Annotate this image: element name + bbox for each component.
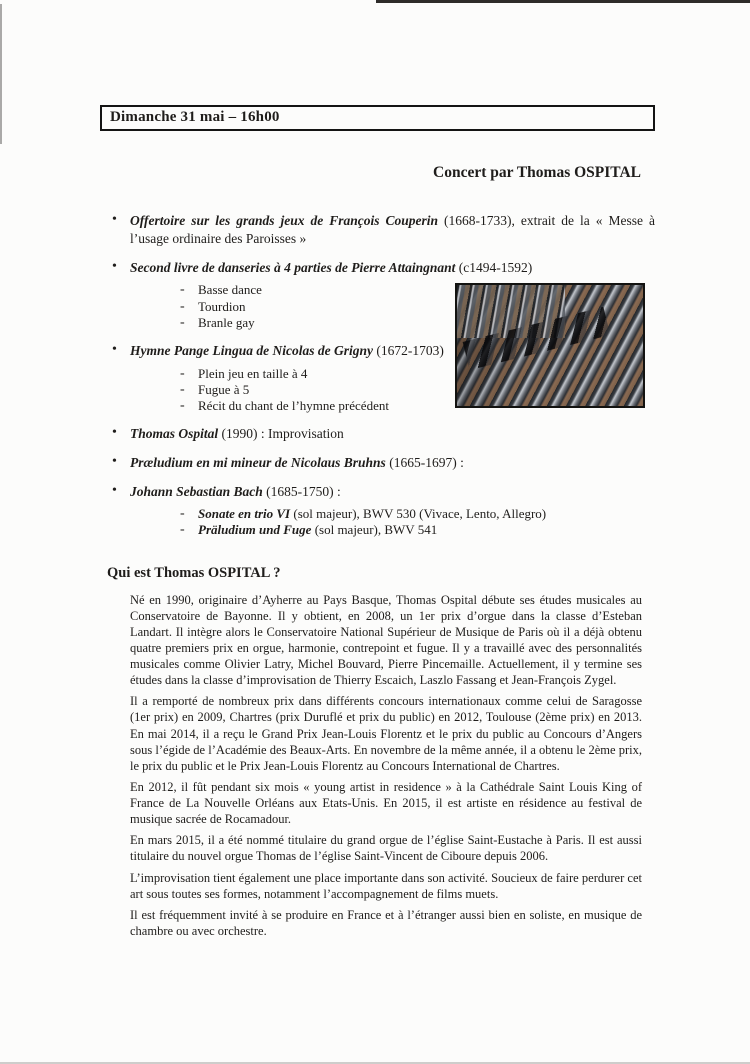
dash-marker: -	[180, 298, 185, 314]
work-title: Offertoire sur les grands jeux de François Couperin	[130, 213, 438, 228]
bio-heading: Qui est Thomas OSPITAL ?	[107, 564, 281, 581]
movement-label: (sol majeur), BWV 530 (Vivace, Lento, Allegro)	[290, 506, 547, 522]
work-detail: (1668-1733), extrait de la « Messe à l’usage ordinaire des Paroisses »	[130, 213, 655, 246]
program-sublist	[180, 366, 456, 414]
program-item	[112, 483, 655, 539]
bullet-marker: •	[112, 424, 117, 440]
bio-paragraph: Il a remporté de nombreux prix dans différents concours internationaux comme celui de Saragosse (1er prix) en 2009, Chartres (prix Duruflé et prix du public) en 2012, Toulouse (2ème prix) en 2013. En mai 2014, il a reçu le Grand Prix Jean-Louis Florentz et le prix du public au Concours d’Angers sous l’égide de l’Académie des Beaux-Arts. En novembre de la même année, il a obtenu le 2ème prix, le prix du public et le Prix Jean-Louis Florentz au Concours International de Chartres.	[130, 694, 642, 773]
movement-label: Basse dance	[198, 282, 262, 298]
dash-marker: -	[180, 381, 185, 397]
bullet-marker: •	[112, 341, 117, 357]
bio-paragraph: En mars 2015, il a été nommé titulaire du grand orgue de l’église Saint-Eustache à Paris. Il est aussi titulaire du nouvel orgue Thomas de l’église Saint-Vincent de Ciboure depuis 2006.	[130, 833, 642, 864]
dash-marker: -	[180, 506, 185, 522]
work-detail: (c1494-1592)	[455, 259, 533, 275]
movement-label: Plein jeu en taille à 4	[198, 365, 308, 381]
program-subitem	[180, 382, 456, 398]
bio-paragraph: En 2012, il fût pendant six mois « young artist in residence » à la Cathédrale Saint Louis King of France de La Nouvelle Orléans aux Etats-Unis. En 2015, il est artiste en résidence au festival de musique sacrée de Rocamadour.	[130, 779, 642, 827]
date-header-box	[100, 105, 655, 131]
bio-paragraph: Il est fréquemment invité à se produire en France et à l’étranger aussi bien en soliste, en musique de chambre ou avec orchestre.	[130, 907, 642, 938]
dash-marker: -	[180, 397, 185, 413]
movement-label: Récit du chant de l’hymne précédent	[198, 397, 389, 413]
movement-label: Fugue à 5	[198, 381, 250, 397]
dash-marker: -	[180, 365, 185, 381]
bullet-marker: •	[112, 258, 117, 274]
work-detail: (1672-1703)	[373, 342, 444, 358]
work-title: Hymne Pange Lingua de Nicolas de Grigny	[130, 342, 373, 358]
movement-label: Branle gay	[198, 314, 255, 330]
work-title: Thomas Ospital	[130, 425, 219, 441]
program-subitem	[180, 366, 456, 382]
work-title: Johann Sebastian Bach	[130, 483, 263, 499]
dash-marker: -	[180, 314, 185, 330]
scan-artifact-left	[0, 4, 2, 144]
bullet-marker: •	[112, 453, 117, 469]
bio-paragraph: L’improvisation tient également une place importante dans son activité. Soucieux de faire perdurer cet art sous toutes ses formes, notamment l’accompagnement de films muets.	[130, 870, 642, 901]
work-detail: (1685-1750) :	[262, 483, 341, 499]
program-item	[112, 342, 456, 414]
bullet-marker: •	[112, 212, 117, 227]
work-detail: (1665-1697) :	[385, 454, 464, 470]
movement-label: Tourdion	[198, 298, 246, 314]
program-item	[112, 212, 655, 248]
movement-title: Sonate en trio VI	[198, 506, 291, 522]
organ-pipes-photo	[455, 283, 645, 408]
program-item	[112, 425, 655, 443]
movement-label: (sol majeur), BWV 541	[311, 522, 438, 538]
date-header-text: Dimanche 31 mai – 16h00	[110, 109, 280, 125]
movement-title: Präludium und Fuge	[198, 522, 312, 538]
program-item	[112, 454, 655, 472]
work-title: Præludium en mi mineur de Nicolaus Bruhns	[130, 454, 386, 470]
scan-artifact-top	[376, 0, 750, 3]
program-sublist	[180, 506, 655, 538]
bio-section	[130, 592, 642, 940]
program-subitem	[180, 522, 655, 538]
program-subitem	[180, 506, 655, 522]
dash-marker: -	[180, 522, 185, 538]
work-title: Second livre de danseries à 4 parties de Pierre Attaingnant	[130, 259, 456, 275]
dash-marker: -	[180, 282, 185, 298]
bio-paragraph: Né en 1990, originaire d’Ayherre au Pays Basque, Thomas Ospital débute ses études musicales au Conservatoire de Bayonne. Il y obtient, en 2008, un 1er prix d’orgue dans la classe d’Esteban Landart. Il intègre alors le Conservatoire National Supérieur de Musique de Paris où il a déjà obtenu quatre premiers prix en orgue, harmonie, contrepoint et fugue. Il y a travaillé avec des personnalités musicales comme Olivier Latry, Michel Bouvard, Pierre Pincemaille. Actuellement, il y termine ses études dans la classe d’improvisation de Thierry Escaich, Laszlo Fassang et Jean-François Zygel.	[130, 592, 642, 688]
concert-title: Concert par Thomas OSPITAL	[433, 164, 641, 181]
work-detail: (1990) : Improvisation	[218, 425, 344, 441]
program-subitem	[180, 398, 456, 414]
bullet-marker: •	[112, 482, 117, 498]
